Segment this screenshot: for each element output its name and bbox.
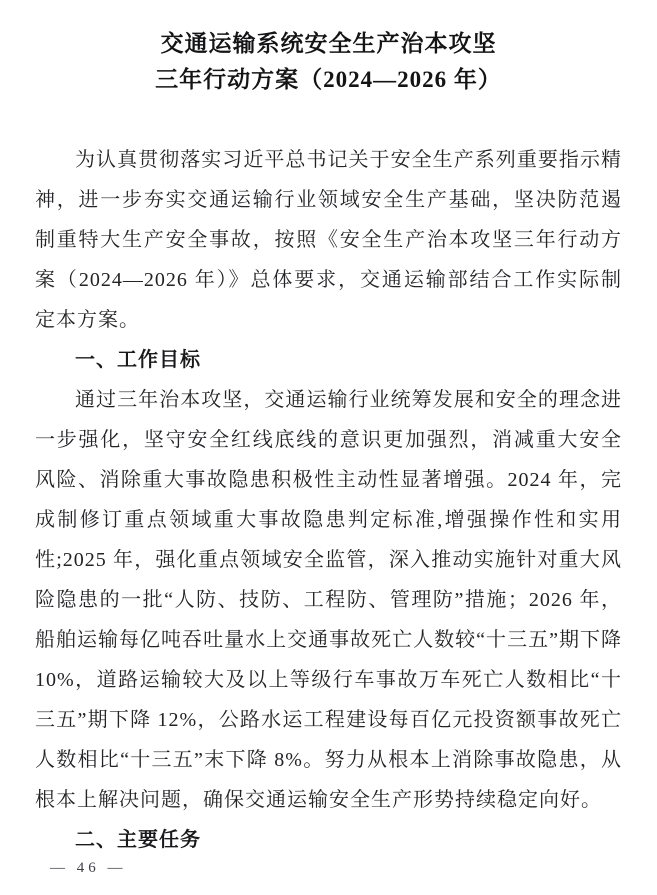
paragraph-intro: 为认真贯彻落实习近平总书记关于安全生产系列重要指示精神，进一步夯实交通运输行业领域安全生产基础，坚决防范遏制重特大生产安全事故，按照《安全生产治本攻坚三年行动方案（2024—2026 年）》总体要求，交通运输部结合工作实际制定本方案。	[35, 149, 622, 331]
section-heading-work-goals: 一、工作目标	[75, 349, 201, 371]
page-number: — 46 —	[50, 860, 127, 876]
document-title-line2: 三年行动方案（2024—2026 年）	[155, 67, 502, 92]
paragraph-work-goals: 通过三年治本攻坚，交通运输行业统筹发展和安全的理念进一步强化，坚守安全红线底线的意识更加强烈，消减重大安全风险、消除重大事故隐患积极性主动性显著增强。2024 年，完成制修订重点领域重大事故隐患判定标准,增强操作性和实用性;2025 年，强化重点领域安全监管，深入推动实施针对重大风险隐患的一批“人防、技防、工程防、管理防”措施；2026 年，船舶运输每亿吨吞吐量水上交通事故死亡人数较“十三五”期下降 10%，道路运输较大及以上等级行车事故万车死亡人数相比“十三五”期下降 12%，公路水运工程建设每百亿元投资额事故死亡人数相比“十三五”末下降 8%。努力从根本上消除事故隐患，从根本上解决问题，确保交通运输安全生产形势持续稳定向好。	[35, 389, 622, 811]
document-body	[35, 140, 622, 860]
section-heading-main-tasks: 二、主要任务	[75, 829, 201, 851]
document-title-line1: 交通运输系统安全生产治本攻坚	[160, 31, 497, 56]
document-title	[40, 26, 617, 98]
